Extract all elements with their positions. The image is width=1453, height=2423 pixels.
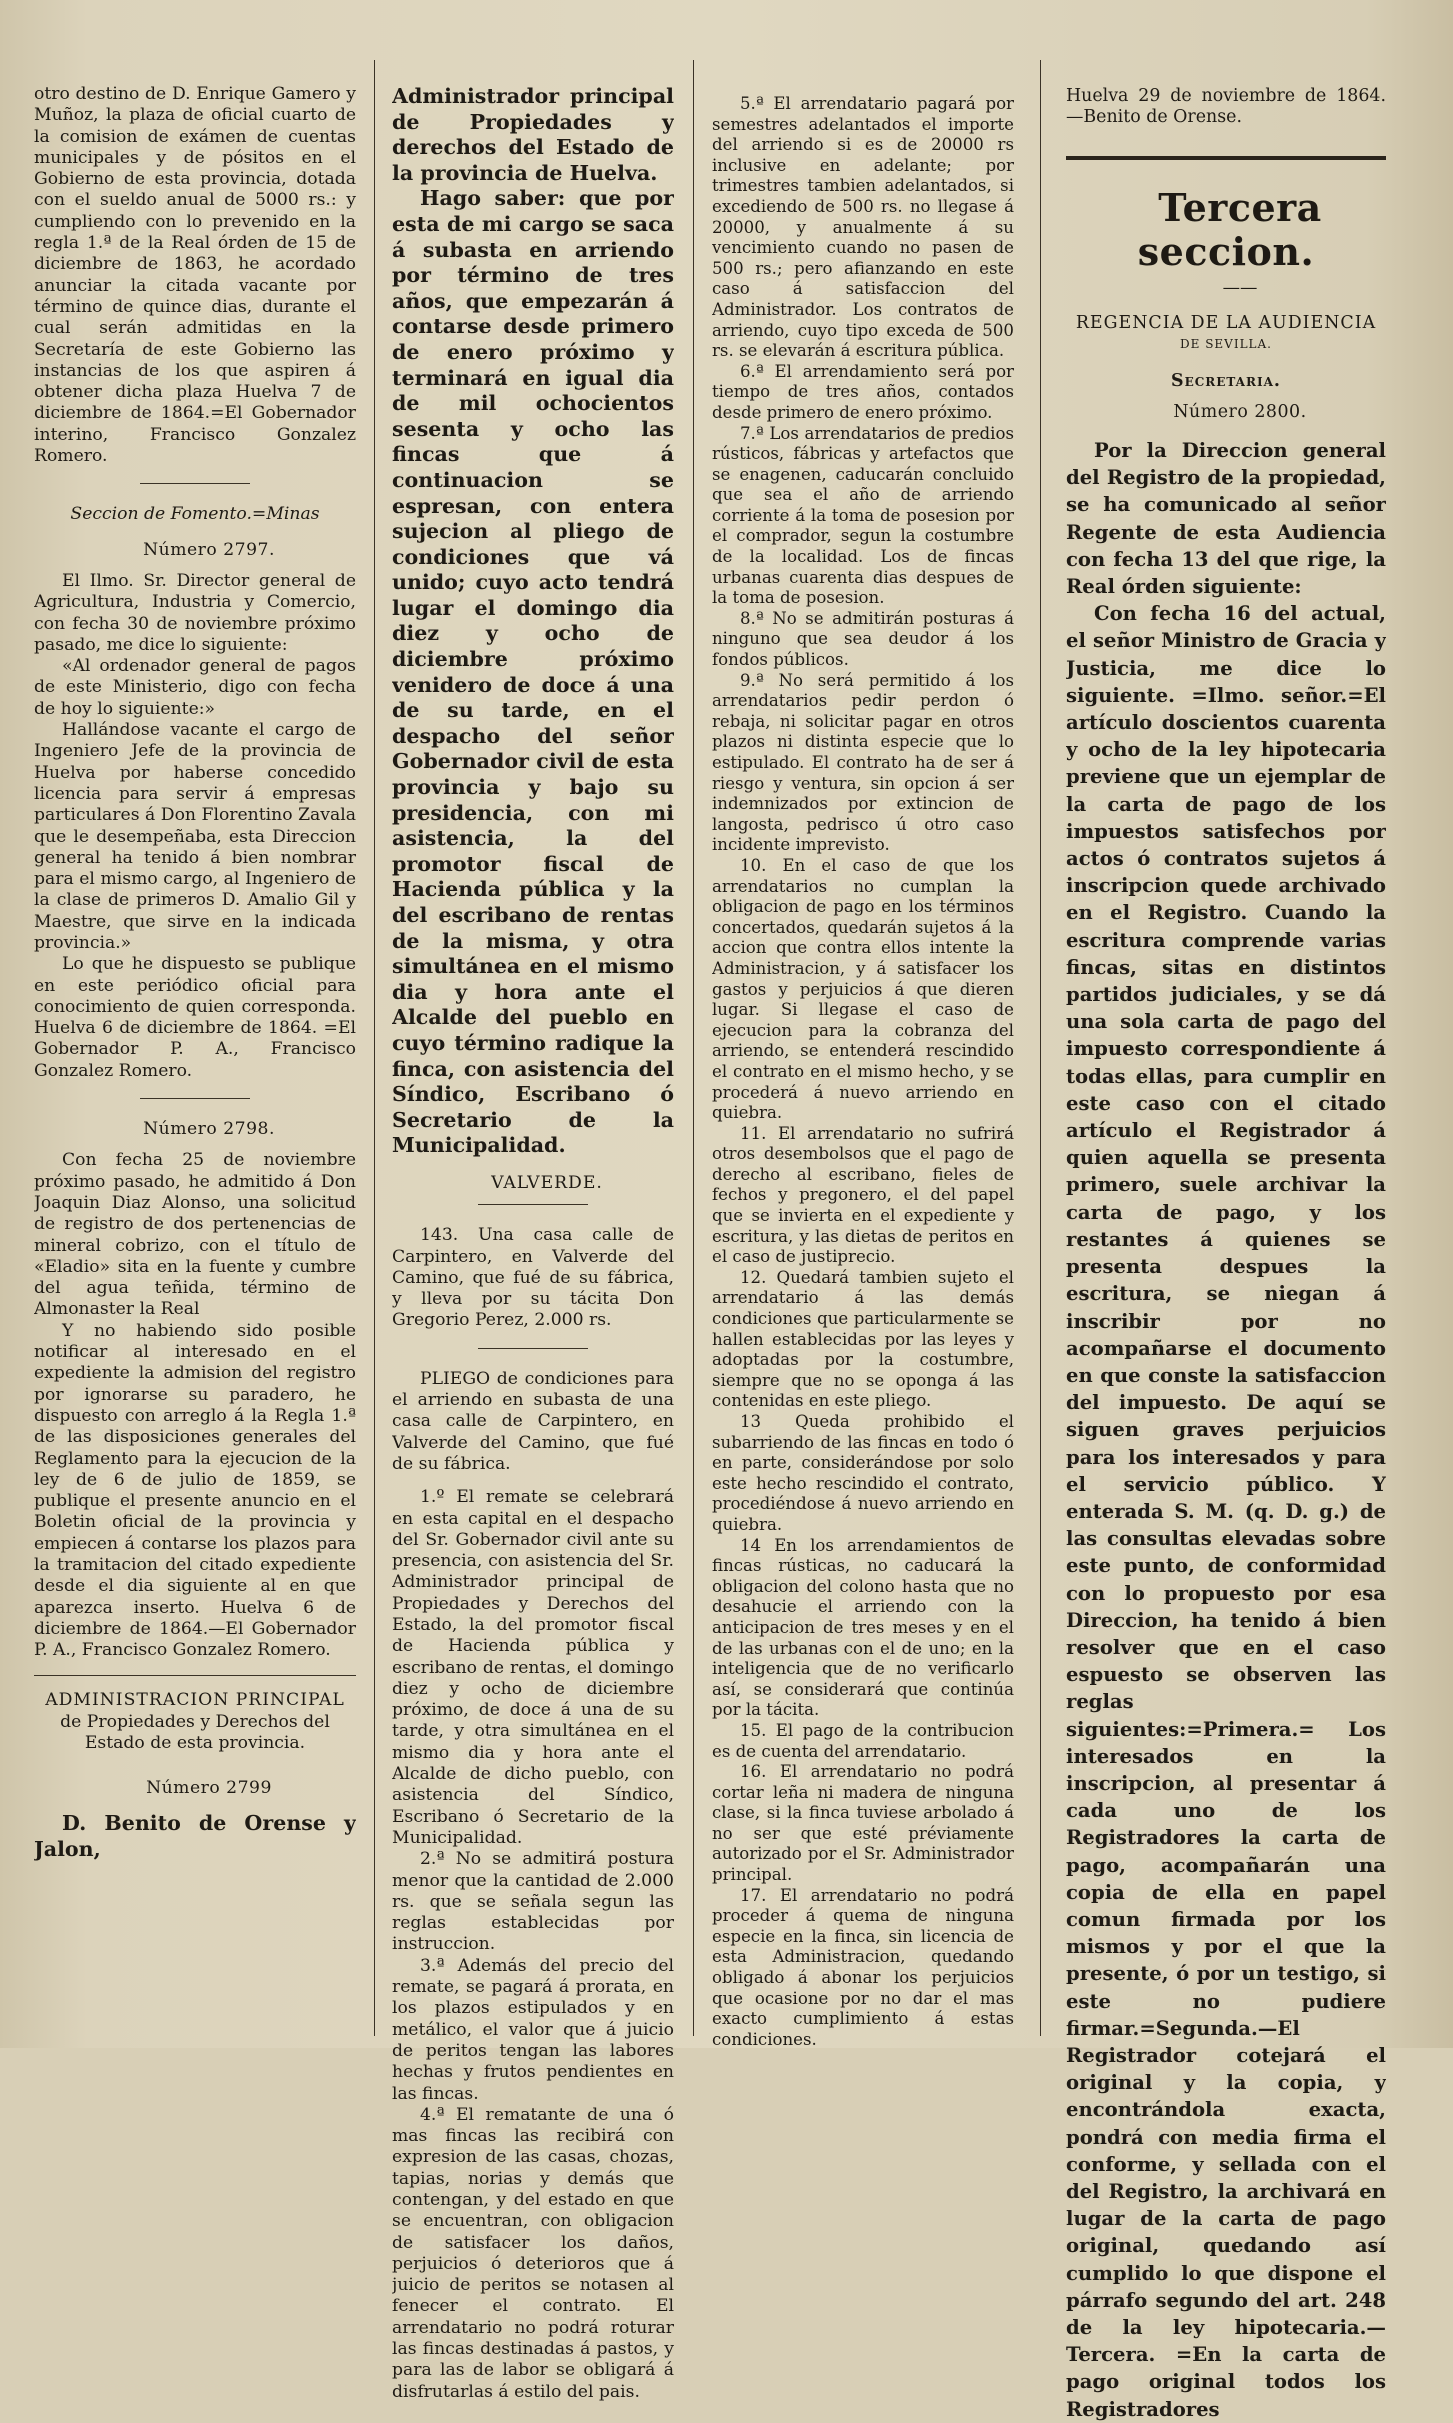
paragraph: 2.ª No se admitirá postura menor que la cantidad de 2.000 rs. que se señala segun las reglas establecidas por instruccion. (392, 1849, 674, 1955)
column-3 (712, 94, 1014, 2050)
column-rule (374, 60, 375, 2036)
paragraph: 10. En el caso de que los arrendatarios no cumplan la obligacion de pago en los términos concertados, quedarán sujetos á la accion que contra ellos intente la Administracion, y á satisfacer los gastos y perjuicios á que dieren lugar. Si llegase el caso de ejecucion para la cobranza del arriendo, se entenderá rescindido el contrato en el mismo hecho, y se procederá á nuevo arriendo en quiebra. (712, 855, 1014, 1123)
paragraph: Hallándose vacante el cargo de Ingeniero Jefe de la provincia de Huelva por haberse concedido licencia para servir á empresas particulares á Don Florentino Zavala que le desempeñaba, esta Direccion general ha tenido á bien nombrar para el mismo cargo, al Ingeniero de la clase de primeros D. Amalio Gil y Maestre, que sirve en la indicada provincia.» (34, 720, 356, 953)
paragraph: 14 En los arrendamientos de fincas rústicas, no caducará la obligacion del colono hasta que no desahucie el arriendo con la anticipacion de tres meses y en el de las urbanas con el de uno; en la inteligencia que de no verificarlo así, se considerará que continúa por la tácita. (712, 1535, 1014, 1720)
town-heading: VALVERDE. (491, 1172, 603, 1193)
separator (478, 1204, 588, 1205)
paragraph: Con fecha 16 del actual, el señor Ministro de Gracia y Justicia, me dice lo siguiente. =Ilmo. señor.=El artículo doscientos cuarenta y ocho de la ley hipotecaria previene que un ejemplar de la carta de pago de los impuestos satisfechos por actos ó contratos sujetos á inscripcion quede archivado en el Registro. Cuando la escritura comprende varias fincas, sitas en distintos partidos judiciales, y se dá una sola carta de pago del impuesto correspondiente á todas ellas, para cumplir en este caso con el citado artículo el Registrador á quien aquella se presenta primero, suele archivar la carta de pago, y los restantes á quienes se presenta despues la escritura, se niegan á inscribir por no acompañarse el documento en que conste la satisfaccion del impuesto. De aquí se siguen graves perjuicios para los interesados y para el servicio público. Y enterada S. M. (q. D. g.) de las consultas elevadas sobre este punto, de conformidad con lo propuesto por esa Direccion, ha tenido á bien resolver que en el caso espuesto se observen las reglas siguientes:=Primera.= Los interesados en la inscripcion, al presentar á cada uno de los Registradores la carta de pago, acompañarán una copia de ella en papel comun firmada por los mismos y por el que la presente, ó por un testigo, si este no pudiere firmar.=Segunda.—El Registrador cotejará el original y la copia, y encontrándola exacta, pondrá con media firma el conforme, y sellada con el del Registro, la archivará en lugar de la carta de pago original, quedando así cumplido lo que dispone el párrafo segundo del art. 248 de la ley hipotecaria.—Tercera. =En la carta de pago original todos los Registradores (1066, 602, 1386, 2421)
paragraph: 9.ª No será permitido á los arrendatarios pedir perdon ó rebaja, ni solicitar pagar en otros plazos ni distinta especie que lo estipulado. El contrato ha de ser á riesgo y ventura, sin opcion á ser indemnizados por extincion de langosta, pedrisco ú otro caso incidente imprevisto. (712, 670, 1014, 855)
section-label: Seccion de Fomento.=Minas (70, 504, 320, 525)
separator (140, 1098, 250, 1099)
notice-number: Número 2800. (1173, 402, 1307, 422)
paragraph: 8.ª No se admitirán posturas á ninguno que sea deudor á los fondos públicos. (712, 608, 1014, 670)
paragraph: Administrador principal de Propiedades y derechos del Estado de la provincia de Huelva. (392, 84, 674, 185)
column-1 (34, 84, 356, 1862)
admin-subtitle: de Propiedades y Derechos del Estado de esta provincia. (60, 1711, 330, 1754)
notice-number: Número 2798. (143, 1119, 275, 1140)
separator (478, 1348, 588, 1349)
paragraph: 12. Quedará tambien sujeto el arrendatario á las demás condiciones que particularmente se hallen establecidas por las leyes y adoptadas por la costumbre, siempre que no se oponga á las contenidas en este pliego. (712, 1267, 1014, 1411)
paragraph: 6.ª El arrendamiento será por tiempo de tres años, contados desde primero de enero próximo. (712, 361, 1014, 422)
paragraph: 15. El pago de la contribucion es de cuenta del arrendatario. (712, 1720, 1014, 1761)
paragraph: 17. El arrendatario no podrá proceder á quema de ninguna especie en la finca, sin licencia de esta Administracion, quedando obligado á abonar los perjuicios que ocasione por no dar el mas exacto cumplimiento á estas condiciones. (712, 1885, 1014, 2049)
paragraph: 143. Una casa calle de Carpintero, en Valverde del Camino, que fué de su fábrica, y lleva por su tácita Don Gregorio Perez, 2.000 rs. (392, 1225, 674, 1331)
paragraph: otro destino de D. Enrique Gamero y Muñoz, la plaza de oficial cuarto de la comision de exámen de cuentas municipales y de pósitos en el Gobierno de esta provincia, dotada con el sueldo anual de 5000 rs.: y cumpliendo con lo prevenido en la regla 1.ª de la Real órden de 15 de diciembre de 1863, he acordado anunciar la citada vacante por término de quince dias, durante el cual serán admitidas en la Secretaría de este Gobierno las instancias de los que aspiren á obtener dicha plaza Huelva 7 de diciembre de 1864.=El Gobernador interino, Francisco Gonzalez Romero. (34, 84, 356, 467)
regencia-title: REGENCIA DE LA AUDIENCIA (1075, 313, 1377, 333)
paragraph: Y no habiendo sido posible notificar al interesado en el expediente la admision del registro por ignorarse su paradero, he dispuesto con arreglo á la Regla 1.ª de las disposiciones generales del Reglamento para la ejecucion de la ley de 6 de julio de 1859, se publique el presente anuncio en el Boletin oficial de la provincia y empiecen á contarse los plazos para la tramitacion del citado expediente desde el dia siguiente al en que aparezca inserto. Huelva 6 de diciembre de 1864.—El Gobernador P. A., Francisco Gonzalez Romero. (34, 1320, 356, 1661)
paragraph: Lo que he dispuesto se publique en este periódico oficial para conocimiento de quien corresponda. Huelva 6 de diciembre de 1864. =El Gobernador P. A., Francisco Gonzalez Romero. (34, 954, 356, 1081)
column-4 (1066, 86, 1386, 2423)
separator (140, 483, 250, 484)
section-heading: Tercera seccion. (1137, 185, 1322, 274)
notice-number: Número 2797. (143, 539, 275, 560)
paragraph: 4.ª El rematante de una ó mas fincas las recibirá con expresion de las casas, chozas, tapias, norias y demás que contengan, y del estado en que se encuentran, con obligacion de satisfacer los daños, perjuicios ó deterioros que á juicio de peritos se notasen al fenecer el contrato. El arrendatario no podrá roturar las fincas destinadas á pastos, y para las de labor se obligará á disfrutarlas á estilo del pais. (392, 2104, 674, 2402)
separator (1066, 156, 1386, 160)
paragraph: «Al ordenador general de pagos de este Ministerio, digo con fecha de hoy lo siguiente:» (34, 656, 356, 719)
admin-title: ADMINISTRACION PRINCIPAL (45, 1690, 345, 1711)
paragraph: 5.ª El arrendatario pagará por semestres adelantados el importe del arriendo si es de 20000 rs inclusive en adelante; por trimestres tambien adelantados, si excediendo de 500 rs. no llegase á 20000, y anualmente á su vencimiento cuando no pasen de 500 rs.; pero afianzando en este caso á satisfaccion del Administrador. Los contratos de arriendo, cuyo tipo exceda de 500 rs. se elevarán á escritura pública. (712, 94, 1014, 361)
column-2 (392, 84, 674, 2403)
column-rule (693, 60, 694, 2036)
paragraph: PLIEGO de condiciones para el arriendo en subasta de una casa calle de Carpintero, en Valverde del Camino, que fué de su fábrica. (392, 1368, 674, 1474)
regencia-subtitle: DE SEVILLA. (1180, 337, 1272, 351)
paragraph: El Ilmo. Sr. Director general de Agricultura, Industria y Comercio, con fecha 30 de noviembre próximo pasado, me dice lo siguiente: (34, 570, 356, 655)
secretaria-label: Secretaria. (1171, 371, 1281, 391)
paragraph: Con fecha 25 de noviembre próximo pasado, he admitido á Don Joaquin Diaz Alonso, una solicitud de registro de dos pertenencias de mineral cobrizo, con el título de «Eladio» sita en la fuente y cumbre del agua teñida, término de Almonaster la Real (34, 1150, 356, 1320)
column-rule (1040, 60, 1041, 2036)
paragraph: Por la Direccion general del Registro de la propiedad, se ha comunicado al señor Regente de esta Audiencia con fecha 13 del que rige, la Real órden siguiente: (1066, 439, 1386, 599)
paragraph: 16. El arrendatario no podrá cortar leña ni madera de ninguna clase, si la finca tuviese arbolado á no ser que esté préviamente autorizado por el Sr. Administrador principal. (712, 1762, 1014, 1885)
paragraph: 11. El arrendatario no sufrirá otros desembolsos que el pago de derecho al escribano, fieles de fechos y pregonero, el del papel que se invierta en el expediente y escritura, y las dietas de peritos en el caso de justiprecio. (712, 1123, 1014, 1267)
dash-rule: —— (1222, 278, 1258, 298)
paragraph: 1.º El remate se celebrará en esta capital en el despacho del Sr. Gobernador civil ante su presencia, con asistencia del Sr. Administrador principal de Propiedades y Derechos del Estado, la del promotor fiscal de Hacienda pública y escribano de rentas, el domingo diez y ocho de diciembre próximo, de doce á una de su tarde, y otra simultánea en el mismo dia y hora ante el Alcalde de dicho pueblo, con asistencia del Síndico, Escribano ó Secretario de la Municipalidad. (392, 1487, 674, 1848)
paragraph: 13 Queda prohibido el subarriendo de las fincas en todo ó en parte, considerándose por solo este hecho rescindido el contrato, procediéndose á nuevo arriendo en quiebra. (712, 1412, 1014, 1534)
paragraph: Hago saber: que por esta de mi cargo se saca á subasta en arriendo por término de tres años, que empezarán á contarse desde primero de enero próximo y terminará en igual dia de mil ochocientos sesenta y ocho las fincas que á continuacion se espresan, con entera sujecion al pliego de condiciones que vá unido; cuyo acto tendrá lugar el domingo dia diez y ocho de diciembre próximo venidero de doce á una de su tarde, en el despacho del señor Gobernador civil de esta provincia y bajo su presidencia, con mi asistencia, la del promotor fiscal de Hacienda pública y la del escribano de rentas de la misma, y otra simultánea en el mismo dia y hora ante el Alcalde del pueblo en cuyo término radique la finca, con asistencia del Síndico, Escribano ó Secretario de la Municipalidad. (392, 186, 674, 1158)
paragraph: 3.ª Además del precio del remate, se pagará á prorata, en los plazos estipulados y en metálico, el valor que á juicio de peritos tengan las labores hechas y frutos pendientes en las fincas. (392, 1955, 674, 2104)
signatory-name: D. Benito de Orense y Jalon, (34, 1810, 356, 1861)
paragraph: 7.ª Los arrendatarios de predios rústicos, fábricas y artefactos que se enagenen, caducarán concluido que sea el año de arriendo corriente á la toma de posesion por el comprador, segun la costumbre de la localidad. Los de fincas urbanas cuarenta dias despues de la toma de posesion. (712, 423, 1014, 608)
separator (34, 1675, 356, 1676)
notice-number: Número 2799 (146, 1778, 272, 1799)
paragraph: Huelva 29 de noviembre de 1864. —Benito de Orense. (1066, 86, 1386, 127)
